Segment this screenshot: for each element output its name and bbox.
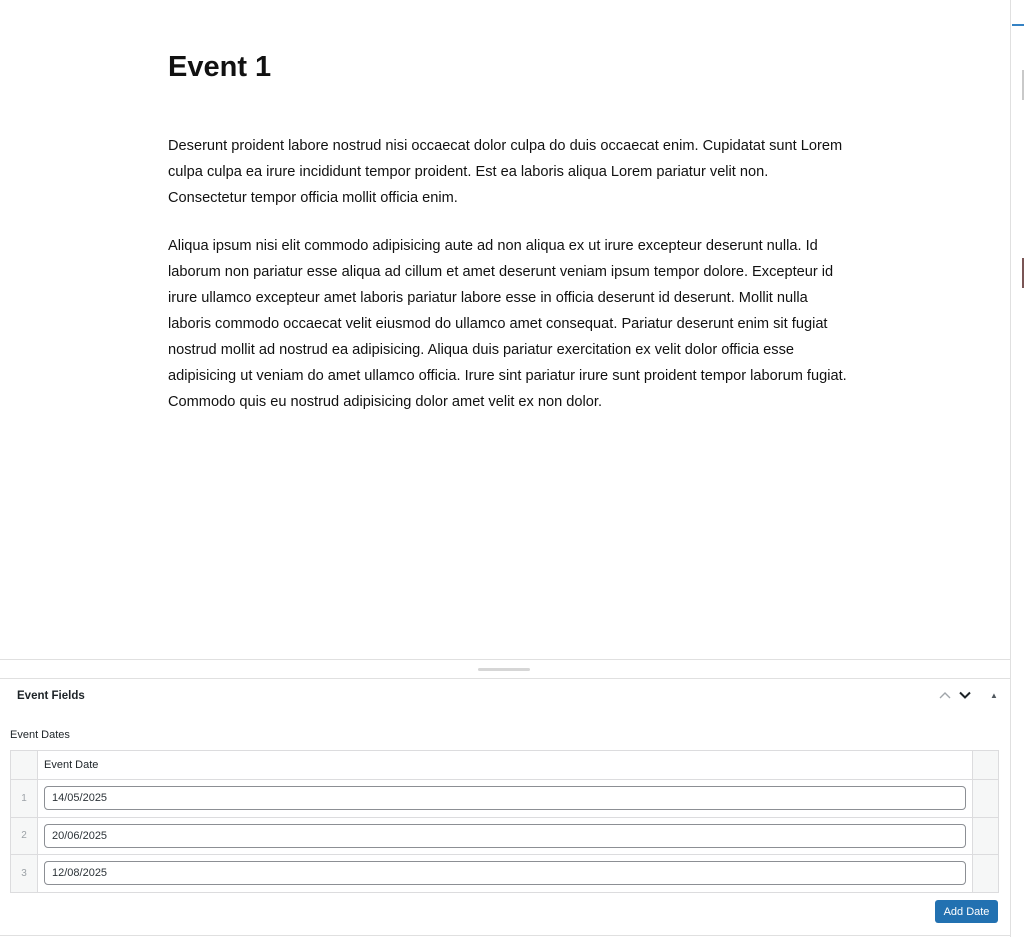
row-actions[interactable] bbox=[973, 817, 999, 855]
date-input[interactable] bbox=[44, 861, 966, 885]
repeater-header-row bbox=[11, 751, 999, 780]
settings-sidebar-edge bbox=[1010, 0, 1024, 937]
date-input[interactable] bbox=[44, 824, 966, 848]
triangle-up-icon[interactable]: ▲ bbox=[990, 690, 998, 700]
date-cell bbox=[38, 855, 973, 893]
date-input[interactable] bbox=[44, 786, 966, 810]
metabox-title: Event Fields bbox=[17, 690, 85, 702]
add-date-button[interactable]: Add Date bbox=[935, 900, 998, 923]
date-cell bbox=[38, 780, 973, 818]
date-cell bbox=[38, 817, 973, 855]
row-actions[interactable] bbox=[973, 780, 999, 818]
meta-box-resize-bar[interactable] bbox=[0, 659, 1010, 679]
post-content bbox=[168, 133, 848, 437]
row-number: 3 bbox=[11, 855, 38, 893]
paragraph[interactable]: Aliqua ipsum nisi elit commodo adipisicing aute ad non aliqua ex ut irure excepteur deserunt nulla. Id laborum non pariatur esse aliqua ad cillum et amet deserunt veniam ipsum tempor dolore. Excepteur id irure ullamco excepteur amet laboris pariatur labore esse in officia deserunt id deserunt. Mollit nulla laboris commodo occaecat velit eiusmod do ullamco amet consequat. Pariatur deserunt enim sit fugiat nostrud mollit ad nostrud ea adipisicing. Aliqua duis pariatur exercitation ex velit dolor officia esse adipisicing ut veniam do amet ullamco officia. Irure sint pariatur irure sunt proident tempor laborum fugiat. Commodo quis eu nostrud adipisicing dolor amet velit ex non dolor. bbox=[168, 238, 847, 410]
post-title[interactable]: Event 1 bbox=[168, 51, 272, 83]
chevron-down-icon[interactable] bbox=[956, 685, 974, 705]
sidebar-tab-indicator bbox=[1012, 24, 1024, 26]
row-actions[interactable] bbox=[973, 855, 999, 893]
chevron-up-icon[interactable] bbox=[936, 685, 954, 705]
paragraph[interactable]: Deserunt proident labore nostrud nisi occaecat dolor culpa do duis occaecat enim. Cupidatat sunt Lorem culpa culpa ea irure incididunt tempor proident. Est ea laboris aliqua Lorem pariatur velit non. Consectetur tempor officia mollit officia enim. bbox=[168, 138, 843, 206]
row-number-header bbox=[11, 751, 38, 780]
divider bbox=[0, 935, 1010, 936]
field-label: Event Dates bbox=[10, 729, 70, 741]
table-row bbox=[11, 780, 999, 818]
actions-header bbox=[973, 751, 999, 780]
table-row bbox=[11, 855, 999, 893]
row-number: 2 bbox=[11, 817, 38, 855]
event-fields-metabox bbox=[0, 679, 1010, 937]
column-header: Event Date bbox=[38, 751, 973, 780]
event-dates-repeater bbox=[10, 750, 999, 893]
table-row bbox=[11, 817, 999, 855]
row-number: 1 bbox=[11, 780, 38, 818]
resize-handle[interactable] bbox=[478, 668, 530, 671]
